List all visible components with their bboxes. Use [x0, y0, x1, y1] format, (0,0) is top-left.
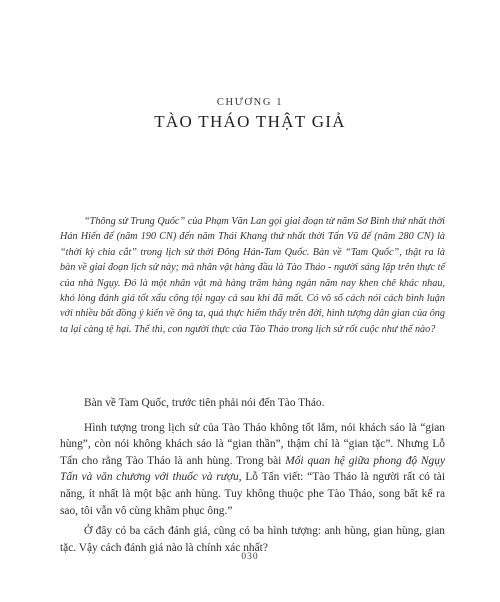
body-text	[60, 395, 445, 560]
book-title-reference: Mối quan hệ giữa phong độ Ngụy Tấn và văn chương với thuốc và rượu	[60, 454, 446, 484]
page-number: 030	[241, 552, 259, 562]
body-paragraph-2-part-a: Hình tượng trong lịch sử của Tào Tháo không tốt lắm, nói khách sáo là “gian hùng”, còn nói không khách sáo là “gian thần”, thậm chí là “gian tặc”. Nhưng Lỗ Tấn cho rằng Tào Tháo là anh hùng. Trong bài	[60, 421, 445, 467]
body-paragraph-2-part-b: , Lỗ Tấn viết: “Tào Tháo là người rất có tài năng, ít nhất là một bậc anh hùng. Tuy không thuộc phe Tào Tháo, song bất kể ra sao, tôi vẫn vô cùng khâm phục ông.”	[60, 471, 445, 517]
chapter-intro	[60, 214, 445, 337]
chapter-label: CHƯƠNG 1	[216, 97, 284, 108]
intro-paragraph: “Thông sử Trung Quốc” của Phạm Văn Lan gọi giai đoạn từ năm Sơ Bình thứ nhất thời Hán Hiến đế (năm 190 CN) đến năm Thái Khang thứ nhất thời Tấn Vũ đế (năm 280 CN) là “thời kỳ chia cắt” trong lịch sử thời Đông Hán-Tam Quốc. Bàn về “Tam Quốc”, thật ra là bàn về giai đoạn lịch sử này; mà nhân vật hàng đầu là Tào Tháo - người sáng lập trên thực tế của nhà Ngụy. Đó là một nhân vật mà hàng trăm hàng ngàn năm nay khen chê khác nhau, khó lòng đánh giá tốt xấu công tội ngay cả sau khi đã mất. Có vô số cách nói cách bình luận với nhiều bất đồng ý kiến về ông ta, quả thực hiếm thấy trên đời, hình tượng dân gian của ông ta lại càng tệ hại. Thế thì, con người thực của Tào Tháo trong lịch sử rốt cuộc như thế nào?	[60, 216, 445, 335]
body-paragraph-1: Bàn về Tam Quốc, trước tiên phải nói đến Tào Tháo.	[84, 397, 325, 409]
body-paragraph-2	[60, 420, 445, 520]
body-paragraph-3: Ở đây có ba cách đánh giá, cũng có ba hình tượng: anh hùng, gian hùng, gian tặc. Vậy cách đánh giá nào là chính xác nhất?	[60, 525, 445, 554]
chapter-title: TÀO THÁO THẬT GIẢ	[154, 112, 346, 131]
